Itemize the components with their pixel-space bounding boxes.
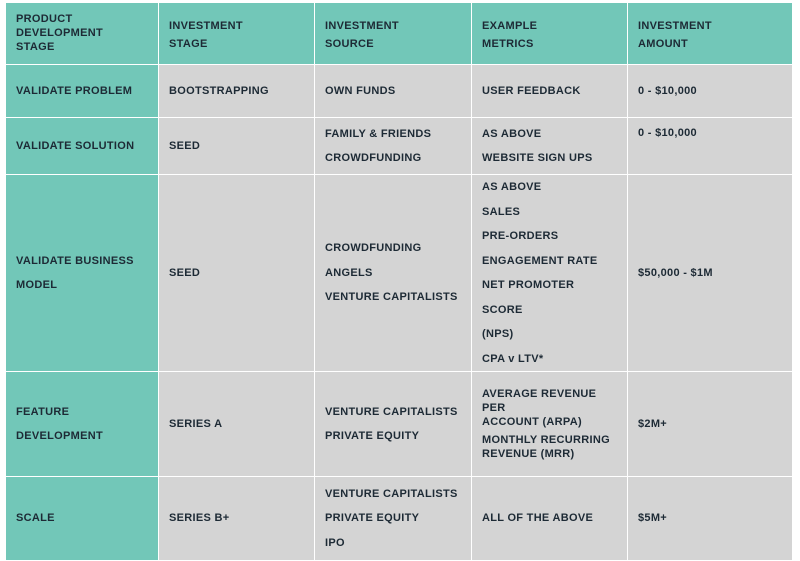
cell-text: BOOTSTRAPPING bbox=[169, 84, 269, 97]
cell-text: MODEL bbox=[16, 279, 58, 291]
cell-stage bbox=[6, 65, 159, 118]
header-investment-amount bbox=[628, 3, 793, 65]
cell-metrics bbox=[472, 372, 628, 477]
cell-text: FEATURE DEVELOPMENT bbox=[16, 405, 104, 442]
cell-investment-stage bbox=[159, 477, 315, 561]
cell-text: $2M+ bbox=[638, 417, 668, 430]
header-text: SOURCE bbox=[325, 38, 374, 50]
cell-text: SERIES A bbox=[169, 417, 223, 430]
cell-text: VALIDATE PROBLEM bbox=[16, 84, 133, 97]
cell-source bbox=[315, 65, 472, 118]
cell-text: (NPS) bbox=[482, 328, 514, 340]
cell-text: AS ABOVE bbox=[482, 181, 542, 193]
cell-text: REVENUE (MRR) bbox=[482, 448, 575, 460]
cell-text: WEBSITE SIGN UPS bbox=[482, 152, 593, 164]
cell-text: SERIES B+ bbox=[169, 512, 230, 525]
cell-text: $50,000 - $1M bbox=[638, 266, 713, 279]
cell-text: SALES bbox=[482, 205, 521, 218]
cell-text: VENTURE CAPITALISTS bbox=[325, 405, 458, 418]
cell-text: VENTURE CAPITALISTS bbox=[325, 291, 458, 304]
cell-stage bbox=[6, 372, 159, 477]
table-row bbox=[6, 372, 793, 477]
cell-text: NET PROMOTER SCORE bbox=[482, 279, 575, 316]
cell-investment-stage bbox=[159, 372, 315, 477]
cell-text: 0 - $10,000 bbox=[638, 127, 697, 139]
cell-amount bbox=[628, 372, 793, 477]
header-investment-stage bbox=[159, 3, 315, 65]
cell-metrics bbox=[472, 477, 628, 561]
cell-text: PRE-ORDERS bbox=[482, 230, 559, 242]
cell-text bbox=[482, 347, 617, 372]
table-row bbox=[6, 118, 793, 175]
cell-metrics bbox=[472, 65, 628, 118]
cell-source bbox=[315, 477, 472, 561]
header-text: STAGE bbox=[16, 41, 55, 53]
cell-source bbox=[315, 372, 472, 477]
header-text: METRICS bbox=[482, 38, 534, 50]
cell-text: VENTURE CAPITALISTS bbox=[325, 487, 458, 500]
table-row bbox=[6, 477, 793, 561]
investment-stages-table bbox=[5, 2, 793, 561]
cell-text: SEED bbox=[169, 266, 201, 279]
cell-text: VALIDATE SOLUTION bbox=[16, 139, 135, 152]
header-text: AMOUNT bbox=[638, 38, 689, 50]
header-text: DEVELOPMENT bbox=[16, 27, 104, 39]
cell-stage bbox=[6, 175, 159, 372]
cell-text: 0 - $10,000 bbox=[638, 84, 697, 97]
cell-amount bbox=[628, 175, 793, 372]
cell-investment-stage bbox=[159, 65, 315, 118]
header-text: INVESTMENT bbox=[325, 20, 399, 32]
ltv-text: LTV* bbox=[514, 352, 544, 365]
cell-text: ENGAGEMENT RATE bbox=[482, 254, 598, 267]
cell-metrics bbox=[472, 118, 628, 175]
header-text: INVESTMENT bbox=[638, 20, 712, 32]
header-text: INVESTMENT bbox=[169, 20, 243, 32]
cell-amount bbox=[628, 477, 793, 561]
header-text: STAGE bbox=[169, 38, 208, 50]
cell-stage bbox=[6, 118, 159, 175]
cell-text: AS ABOVE bbox=[482, 127, 542, 140]
cell-text: $5M+ bbox=[638, 512, 668, 525]
header-row bbox=[6, 3, 793, 65]
cpa-text: CPA bbox=[482, 352, 509, 365]
cell-amount bbox=[628, 118, 793, 175]
cell-metrics bbox=[472, 175, 628, 372]
cell-amount bbox=[628, 65, 793, 118]
cell-text: ACCOUNT (ARPA) bbox=[482, 416, 582, 428]
cell-text: USER FEEDBACK bbox=[482, 84, 581, 97]
cell-text: MONTHLY RECURRING bbox=[482, 434, 610, 446]
cell-text: ANGELS bbox=[325, 266, 373, 279]
cell-text: OWN FUNDS bbox=[325, 84, 396, 97]
table-row bbox=[6, 65, 793, 118]
header-product-development-stage bbox=[6, 3, 159, 65]
table-row bbox=[6, 175, 793, 372]
cell-stage bbox=[6, 477, 159, 561]
cell-text: ALL OF THE ABOVE bbox=[482, 512, 594, 525]
cell-text: CROWDFUNDING bbox=[325, 242, 422, 255]
cell-text: PRIVATE EQUITY bbox=[325, 430, 420, 442]
header-text: PRODUCT bbox=[16, 13, 73, 25]
cell-text: VALIDATE BUSINESS bbox=[16, 254, 134, 267]
header-example-metrics bbox=[472, 3, 628, 65]
versus-text: v bbox=[508, 352, 515, 365]
cell-investment-stage bbox=[159, 118, 315, 175]
cell-source bbox=[315, 175, 472, 372]
cell-source bbox=[315, 118, 472, 175]
cell-text: AVERAGE REVENUE PER bbox=[482, 388, 597, 414]
header-investment-source bbox=[315, 3, 472, 65]
cell-text: PRIVATE EQUITY bbox=[325, 512, 420, 525]
cell-text: SCALE bbox=[16, 512, 55, 525]
cell-text: SEED bbox=[169, 139, 201, 152]
header-text: EXAMPLE bbox=[482, 20, 538, 32]
cell-investment-stage bbox=[159, 175, 315, 372]
cell-text: CROWDFUNDING bbox=[325, 152, 422, 164]
cell-text: FAMILY & FRIENDS bbox=[325, 127, 432, 140]
cell-text: IPO bbox=[325, 536, 345, 549]
